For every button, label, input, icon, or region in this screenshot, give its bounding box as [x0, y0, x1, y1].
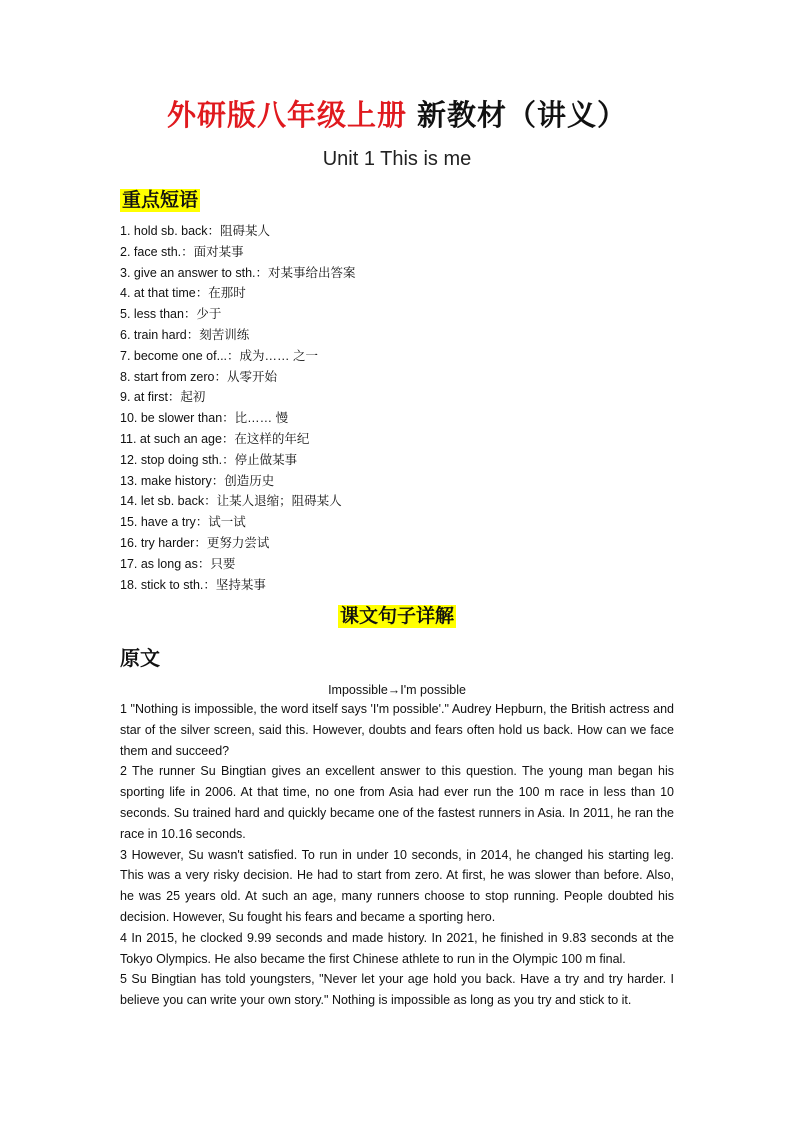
phrase-item: 12. stop doing sth.：停止做某事: [120, 452, 298, 467]
document-title: [0, 96, 794, 136]
phrase-item: 1. hold sb. back：阻碍某人: [120, 224, 271, 238]
phrase-item: 5. less than：少于: [120, 307, 222, 322]
key-phrases-list: [120, 221, 720, 595]
key-phrases-heading-wrap: [120, 188, 200, 214]
phrase-item: 7. become one of...：成为…… 之一: [120, 348, 318, 363]
phrase-item: 13. make history：创造历史: [120, 473, 275, 488]
unit-subtitle: Unit 1 This is me: [322, 148, 472, 170]
phrase-item: 16. try harder：更努力尝试: [120, 535, 270, 550]
phrase-item: 15. have a try：试一试: [120, 515, 246, 530]
phrase-item: 9. at first：起初: [120, 390, 206, 405]
phrase-item: 18. stick to sth.：坚持某事: [120, 577, 266, 592]
phrase-item: 11. at such an age：在这样的年纪: [120, 431, 310, 446]
sentence-explanation-heading: 课文句子详解: [339, 606, 454, 627]
phrase-item: 8. start from zero：从零开始: [120, 369, 277, 384]
passage-paragraph: 1 "Nothing is impossible, the word itself says 'I'm possible'." Audrey Hepburn, the British actress and star of the silver screen, said this. However, doubts and fears often hold us back. How can we face them and succeed?: [120, 702, 674, 758]
phrase-item: 4. at that time：在那时: [120, 286, 246, 301]
phrase-item: 6. train hard：刻苦训练: [120, 327, 250, 342]
title-black-part: 新教材（讲义）: [417, 100, 628, 132]
key-phrases-heading: 重点短语: [122, 190, 199, 211]
phrase-item: 2. face sth.：面对某事: [120, 244, 244, 259]
phrase-item: 14. let sb. back：让某人退缩；阻碍某人: [120, 494, 342, 509]
phrase-item: 3. give an answer to sth.：对某事给出答案: [120, 265, 356, 280]
passage-paragraph: 4 In 2015, he clocked 9.99 seconds and made history. In 2021, he finished in 9.83 seconds at the Tokyo Olympics. He also became the first Chinese athlete to run in the Olympic 100 m final.: [120, 930, 674, 966]
sentence-explanation-heading-wrap: [0, 604, 794, 630]
original-text-heading: 原文: [120, 648, 160, 670]
passage-paragraph: 2 The runner Su Bingtian gives an excellent answer to this question. The young man began his sporting life in 2006. At that time, no one from Asia had ever run the 100 m race in less than 10 seconds. Su trained hard and quickly became one of the fastest runners in Asia. In 2011, he ran the race in 10.16 seconds.: [120, 764, 674, 841]
phrase-item: 10. be slower than：比…… 慢: [120, 411, 289, 426]
phrase-item: 17. as long as：只要: [120, 556, 236, 571]
passage-paragraph: 5 Su Bingtian has told youngsters, "Never let your age hold you back. Have a try and try harder. I believe you can write your own story." Nothing is impossible as long as you try and stick to it.: [120, 972, 674, 1008]
title-red-part: 外研版八年级上册: [166, 100, 407, 132]
passage-title: Impossible→I'm possible: [328, 683, 466, 697]
passage-body: [120, 699, 674, 1011]
passage-paragraph: 3 However, Su wasn't satisfied. To run in under 10 seconds, in 2014, he changed his starting leg. This was a very risky decision. He had to start from zero. At first, he was slower than before. Also, he was 25 years old. At such an age, many runners choose to stop running. People doubted his decision. However, Su fought his fears and became a sporting hero.: [120, 847, 674, 924]
